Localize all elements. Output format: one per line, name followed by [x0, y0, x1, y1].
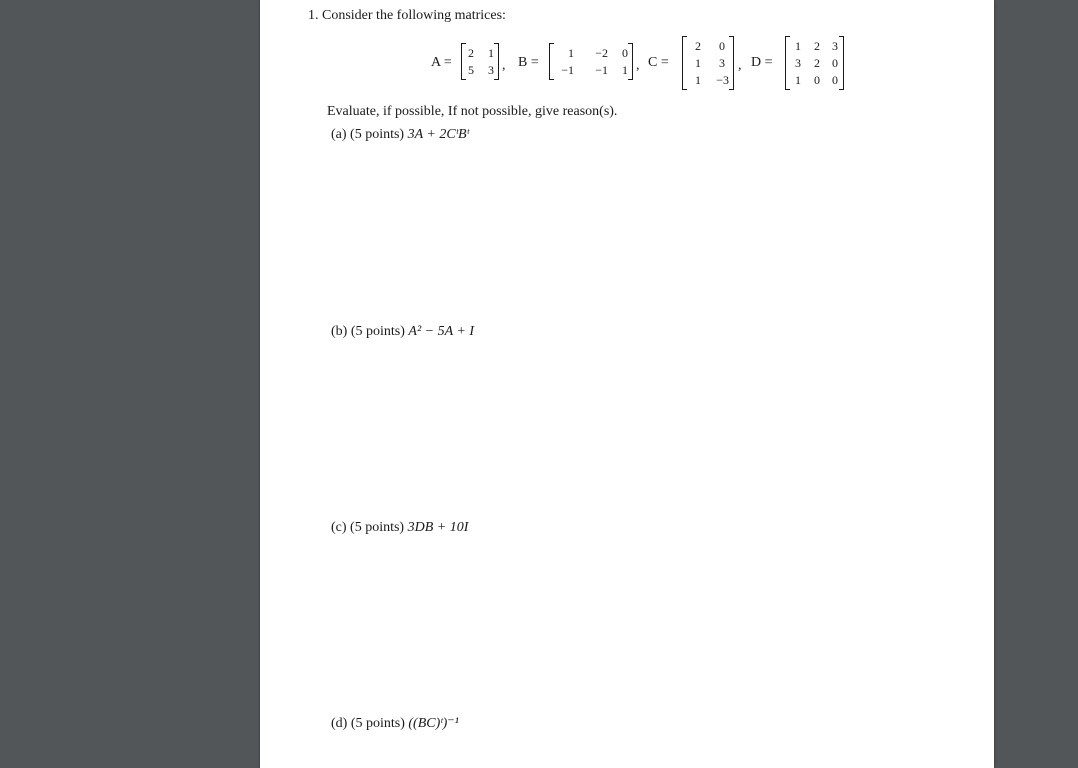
matrix-d-cell: 0: [814, 73, 820, 87]
part-label: (b): [331, 324, 348, 339]
part-d: [331, 716, 459, 732]
question-intro: Consider the following matrices:: [322, 8, 506, 23]
separator: ,: [502, 58, 506, 73]
part-expression: 3A + 2CᵗBᵗ: [407, 127, 469, 142]
matrix-b-cell: −1: [595, 63, 608, 77]
part-expression: ((BC)ᵗ)⁻¹: [408, 716, 459, 731]
document-page: [260, 0, 994, 768]
part-label: (c): [331, 520, 347, 535]
matrix-a-label: A =: [431, 55, 452, 70]
part-a: [331, 127, 469, 143]
matrix-a-cell: 5: [468, 63, 474, 77]
matrix-d-cell: 2: [814, 39, 820, 53]
matrix-d-cell: 0: [832, 73, 838, 87]
matrix-b: [549, 43, 633, 80]
matrix-c-cell: 3: [719, 56, 725, 70]
matrix-c-cell: −3: [716, 73, 729, 87]
separator: ,: [738, 58, 742, 73]
matrix-c-cell: 2: [695, 39, 701, 53]
part-points: (5 points): [350, 520, 405, 535]
matrix-b-cell: −2: [595, 46, 608, 60]
matrix-c-cell: 1: [695, 73, 701, 87]
matrix-a-cell: 3: [488, 63, 494, 77]
matrix-d-cell: 3: [832, 39, 838, 53]
part-label: (d): [331, 716, 348, 731]
question-number: 1.: [308, 8, 319, 23]
part-b: [331, 324, 474, 340]
part-points: (5 points): [350, 127, 405, 142]
part-points: (5 points): [350, 324, 405, 339]
matrix-d-cell: 1: [795, 39, 801, 53]
matrix-d-label: D =: [751, 55, 773, 70]
matrix-c-cell: 1: [695, 56, 701, 70]
matrix-a-cell: 1: [488, 46, 494, 60]
matrix-d-cell: 2: [814, 56, 820, 70]
matrix-a-cell: 2: [468, 46, 474, 60]
matrix-c-cell: 0: [719, 39, 725, 53]
matrix-d-cell: 3: [795, 56, 801, 70]
matrix-d-cell: 0: [832, 56, 838, 70]
matrix-d: [785, 36, 844, 90]
part-expression: 3DB + 10I: [407, 520, 469, 535]
matrix-a: [461, 43, 499, 80]
matrix-b-cell: 0: [622, 46, 628, 60]
separator: ,: [636, 58, 640, 73]
matrix-c: [682, 36, 734, 90]
matrix-b-label: B =: [518, 55, 539, 70]
matrix-c-label: C =: [648, 55, 669, 70]
part-label: (a): [331, 127, 347, 142]
part-c: [331, 520, 468, 536]
matrix-b-cell: −1: [561, 63, 574, 77]
question-header: [308, 8, 506, 24]
instruction-text: Evaluate, if possible, If not possible, give reason(s).: [327, 104, 618, 119]
part-points: (5 points): [350, 716, 405, 731]
matrix-d-cell: 1: [795, 73, 801, 87]
part-expression: A² − 5A + I: [408, 324, 474, 339]
matrix-b-cell: 1: [568, 46, 574, 60]
matrix-b-cell: 1: [622, 63, 628, 77]
